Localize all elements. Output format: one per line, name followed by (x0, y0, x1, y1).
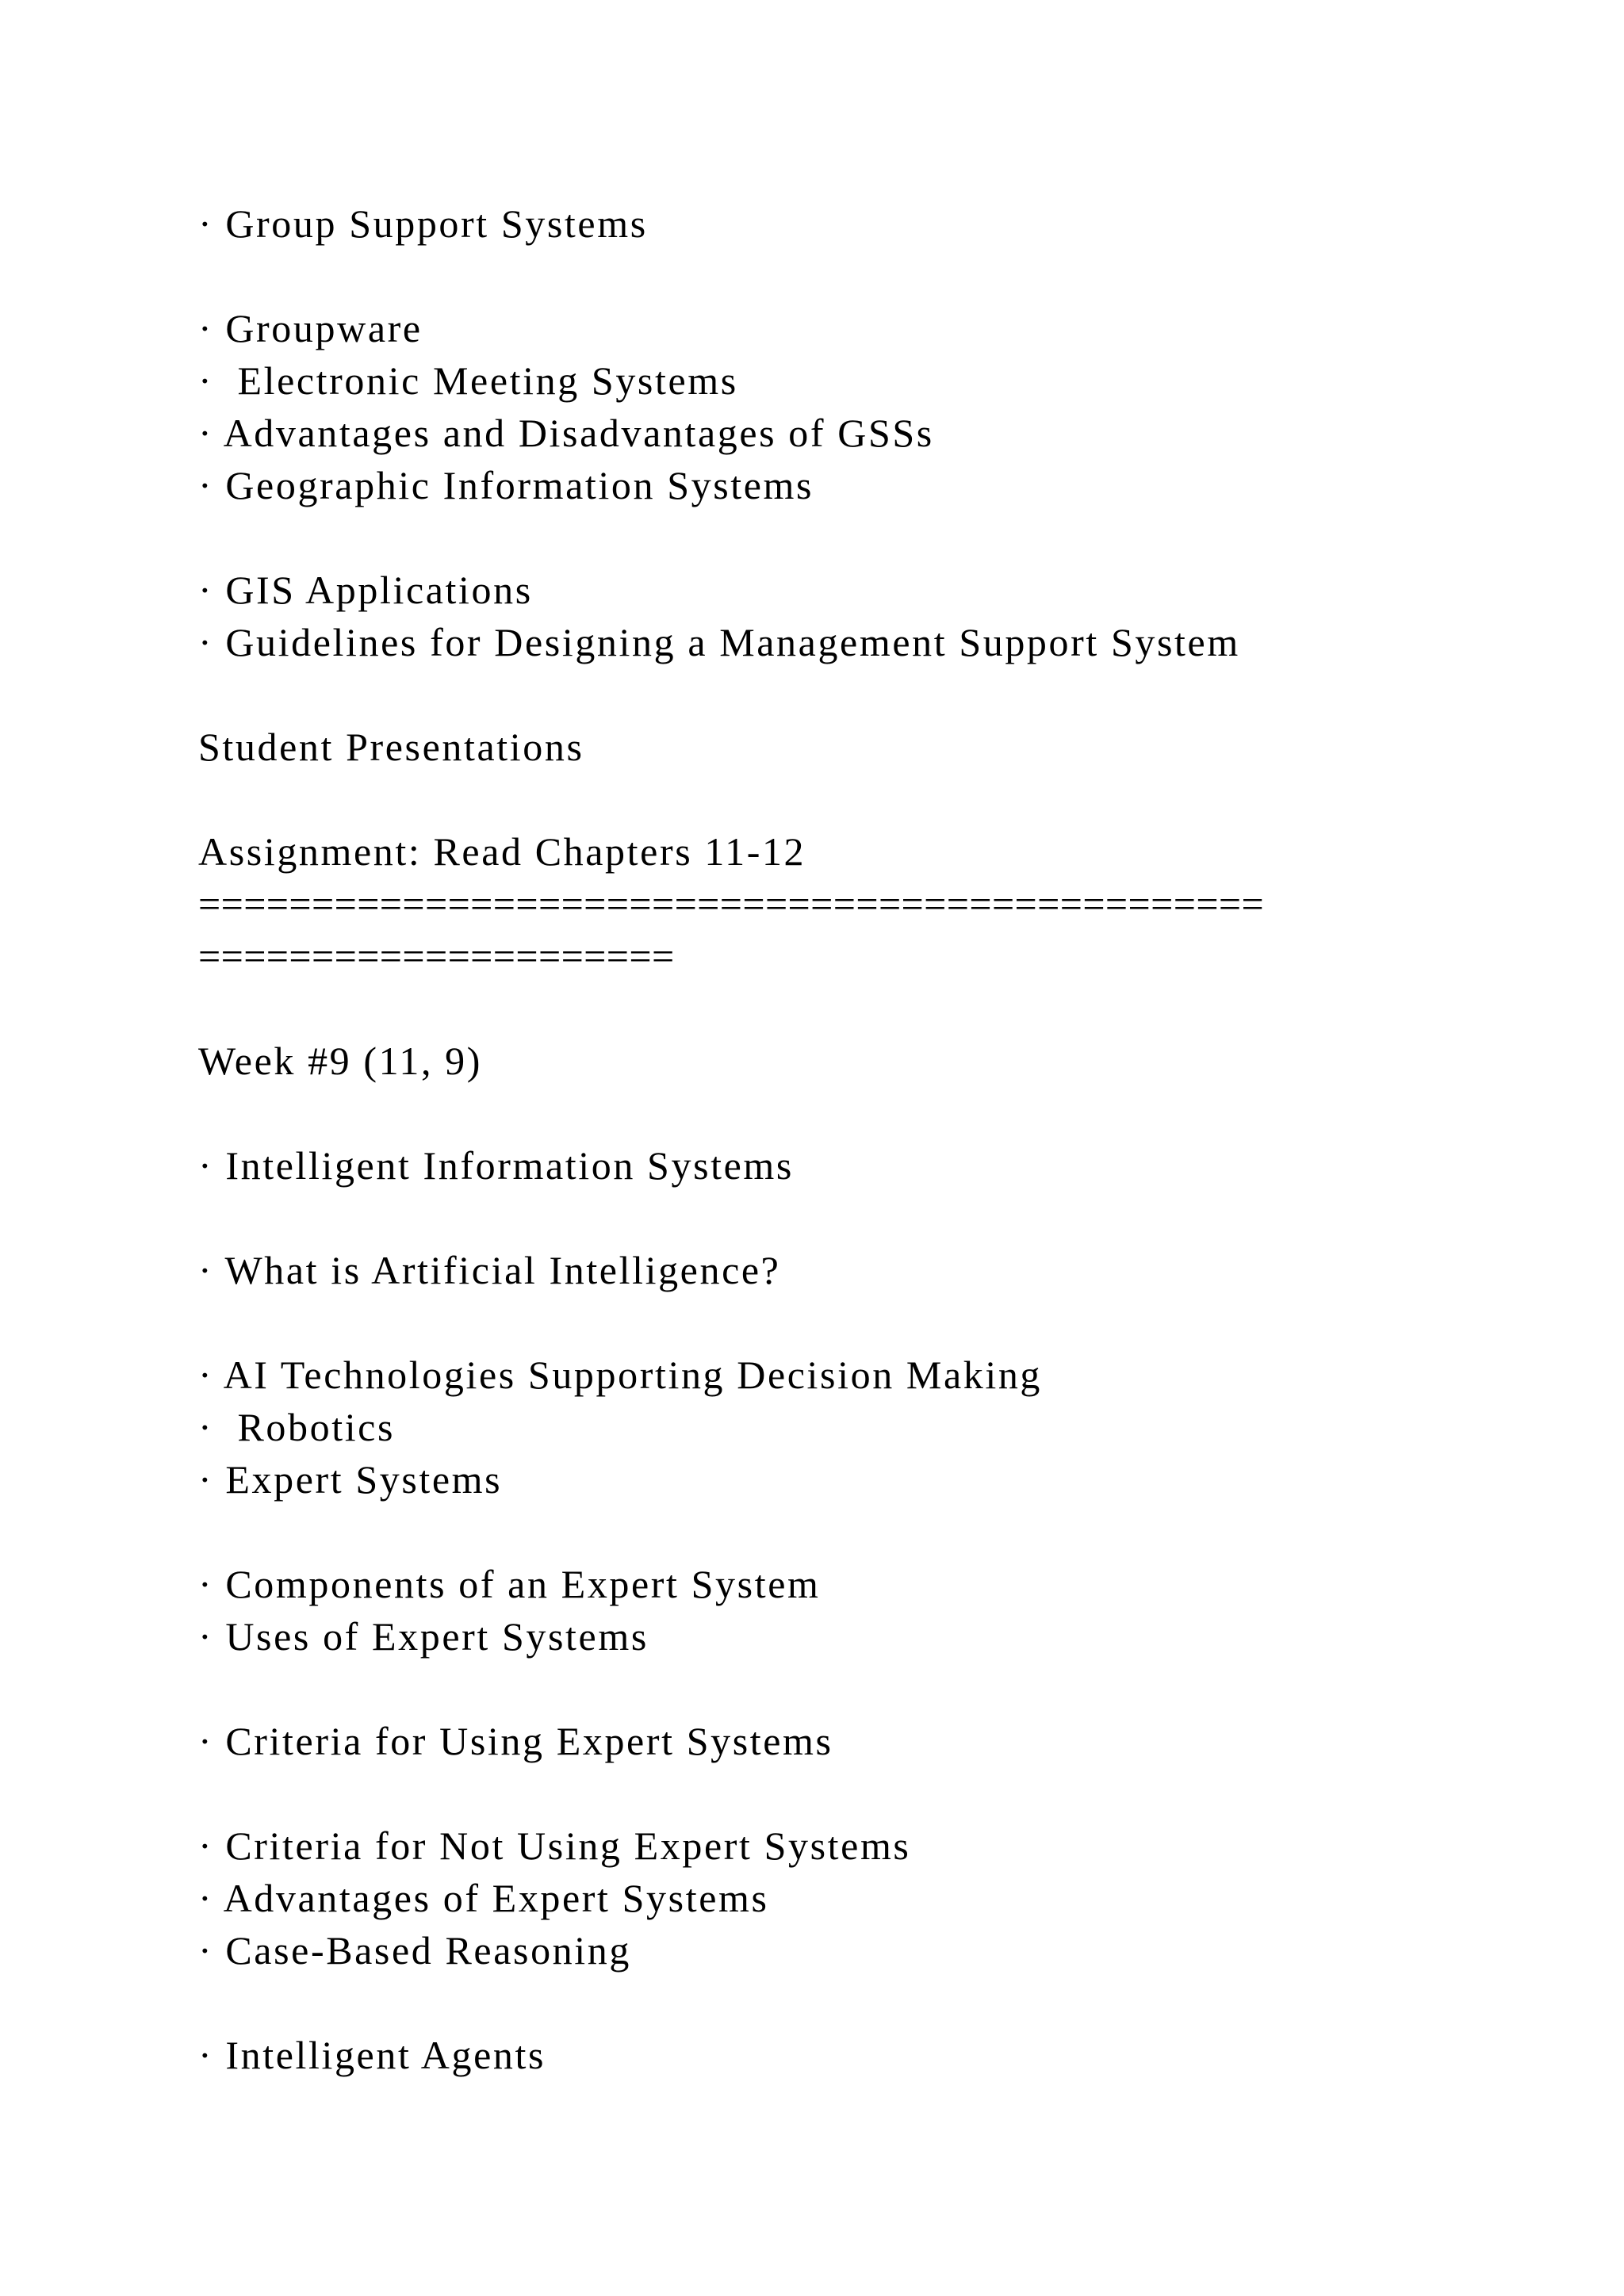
bullet-expert-systems: · Expert Systems (198, 1457, 503, 1502)
assignment-line: Assignment: Read Chapters 11-12 (198, 829, 806, 874)
bullet-electronic-meeting-systems: · Electronic Meeting Systems (198, 358, 738, 403)
bullet-guidelines-mss: · Guidelines for Designing a Management Support System (198, 620, 1240, 664)
student-presentations: Student Presentations (198, 725, 584, 769)
bullet-uses-expert-systems: · Uses of Expert Systems (198, 1614, 649, 1659)
bullet-robotics: · Robotics (198, 1405, 396, 1449)
bullet-criteria-not-using: · Criteria for Not Using Expert Systems (198, 1823, 911, 1868)
bullet-advantages-expert-systems: · Advantages of Expert Systems (198, 1876, 769, 1920)
bullet-case-based-reasoning: · Case-Based Reasoning (198, 1928, 631, 1973)
separator-line-1: =============================================== (198, 882, 1265, 926)
bullet-criteria-using: · Criteria for Using Expert Systems (198, 1719, 833, 1763)
bullet-components-expert-system: · Components of an Expert System (198, 1562, 821, 1606)
bullet-advantages-disadvantages-gss: · Advantages and Disadvantages of GSSs (198, 411, 934, 455)
bullet-what-is-ai: · What is Artificial Intelligence? (198, 1248, 781, 1292)
bullet-ai-technologies: · AI Technologies Supporting Decision Making (198, 1353, 1043, 1397)
bullet-gis-applications: · GIS Applications (198, 568, 533, 612)
bullet-group-support-systems: · Group Support Systems (198, 201, 648, 246)
bullet-intelligent-agents: · Intelligent Agents (198, 2033, 546, 2077)
bullet-intelligent-information-systems: · Intelligent Information Systems (198, 1143, 794, 1188)
separator-line-2: ===================== (198, 934, 675, 978)
bullet-groupware: · Groupware (198, 306, 423, 350)
week-heading: Week #9 (11, 9) (198, 1039, 483, 1083)
bullet-geographic-information-systems: · Geographic Information Systems (198, 463, 814, 507)
